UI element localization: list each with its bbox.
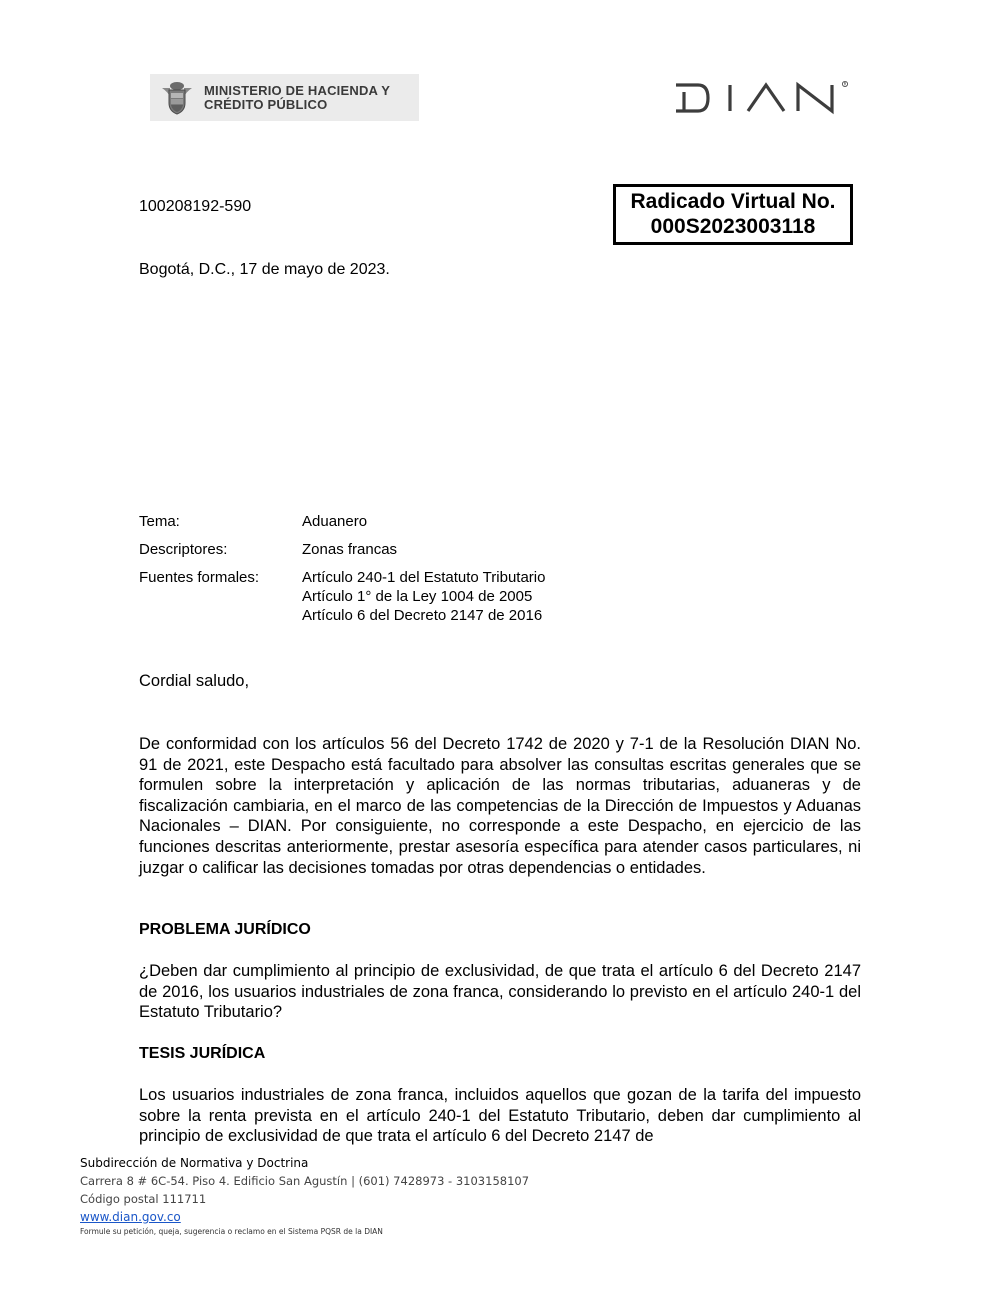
section-heading-tesis: TESIS JURÍDICA: [139, 1045, 266, 1062]
dian-logo: [674, 80, 850, 116]
document-reference: 100208192-590: [139, 198, 252, 215]
descriptores-value: Zonas francas: [302, 541, 398, 558]
fuente-item: Artículo 240-1 del Estatuto Tributario: [302, 569, 546, 586]
footer-website-link[interactable]: www.dian.gov.co: [80, 1210, 181, 1224]
intro-paragraph: De conformidad con los artículos 56 del Decreto 1742 de 2020 y 7-1 de la Resolución DIAN No. 91 de 2021, este Despacho está facultado para absolver las consultas escritas generales que se formulen sobre la interpretación y aplicación de las normas tributarias, aduaneras y de fiscalización cambiaria, en el marco de las competencias de la Dirección de Impuestos y Aduanas Nacionales – DIAN. Por consiguiente, no corresponde a este Despacho, en ejercicio de las funciones descritas anteriormente, prestar asesoría específica para atender casos particulares, ni juzgar o calificar las decisiones tomadas por otras dependencias o entidades.: [139, 735, 861, 877]
footer-address: Carrera 8 # 6C-54. Piso 4. Edificio San Agustín | (601) 7428973 - 3103158107: [80, 1174, 530, 1188]
tesis-paragraph: Los usuarios industriales de zona franca, incluidos aquellos que gozan de la tarifa del impuesto sobre la renta prevista en el artículo 240-1 del Estatuto Tributario, deben dar cumplimiento al principio de exclusividad de que trata el artículo 6 del Decreto 2147 de: [139, 1086, 861, 1146]
problema-paragraph: ¿Deben dar cumplimiento al principio de exclusividad, de que trata el artículo 6 del Decreto 2147 de 2016, los usuarios industriales de zona franca, considerando lo previsto en el artículo 240-1 del Estatuto Tributario?: [139, 962, 861, 1022]
meta-row-descriptores: [139, 540, 545, 559]
greeting: Cordial saludo,: [139, 672, 250, 690]
document-date: Bogotá, D.C., 17 de mayo de 2023.: [139, 261, 390, 278]
descriptores-label: Descriptores:: [139, 541, 228, 558]
ministry-name-line1: MINISTERIO DE HACIENDA Y: [204, 82, 391, 98]
footer-postal-code: Código postal 111711: [80, 1192, 207, 1206]
fuente-item: Artículo 1° de la Ley 1004 de 2005: [302, 588, 533, 605]
footer-pqsr-note: Formule su petición, queja, sugerencia o reclamo en el Sistema PQSR de la DIAN: [80, 1227, 383, 1236]
fuentes-label: Fuentes formales:: [139, 569, 260, 586]
radicado-label: Radicado Virtual No.: [630, 190, 836, 213]
meta-row-tema: [139, 512, 545, 531]
tema-value: Aduanero: [302, 513, 368, 530]
document-metadata: [139, 512, 545, 634]
footer-office: Subdirección de Normativa y Doctrina: [80, 1156, 309, 1170]
section-heading-problema: PROBLEMA JURÍDICO: [139, 921, 311, 938]
svg-text:R: R: [843, 81, 847, 87]
tema-label: Tema:: [139, 513, 180, 530]
radicado-number: 000S2023003118: [650, 215, 816, 238]
fuente-item: Artículo 6 del Decreto 2147 de 2016: [302, 607, 543, 624]
fuentes-values: [302, 568, 545, 625]
radicado-box: [613, 184, 853, 245]
ministry-logo-block: [150, 74, 419, 121]
page-footer: [80, 1155, 529, 1238]
coat-of-arms-icon: [158, 79, 196, 117]
ministry-name-line2: CRÉDITO PÚBLICO: [204, 96, 328, 112]
meta-row-fuentes: [139, 568, 545, 625]
